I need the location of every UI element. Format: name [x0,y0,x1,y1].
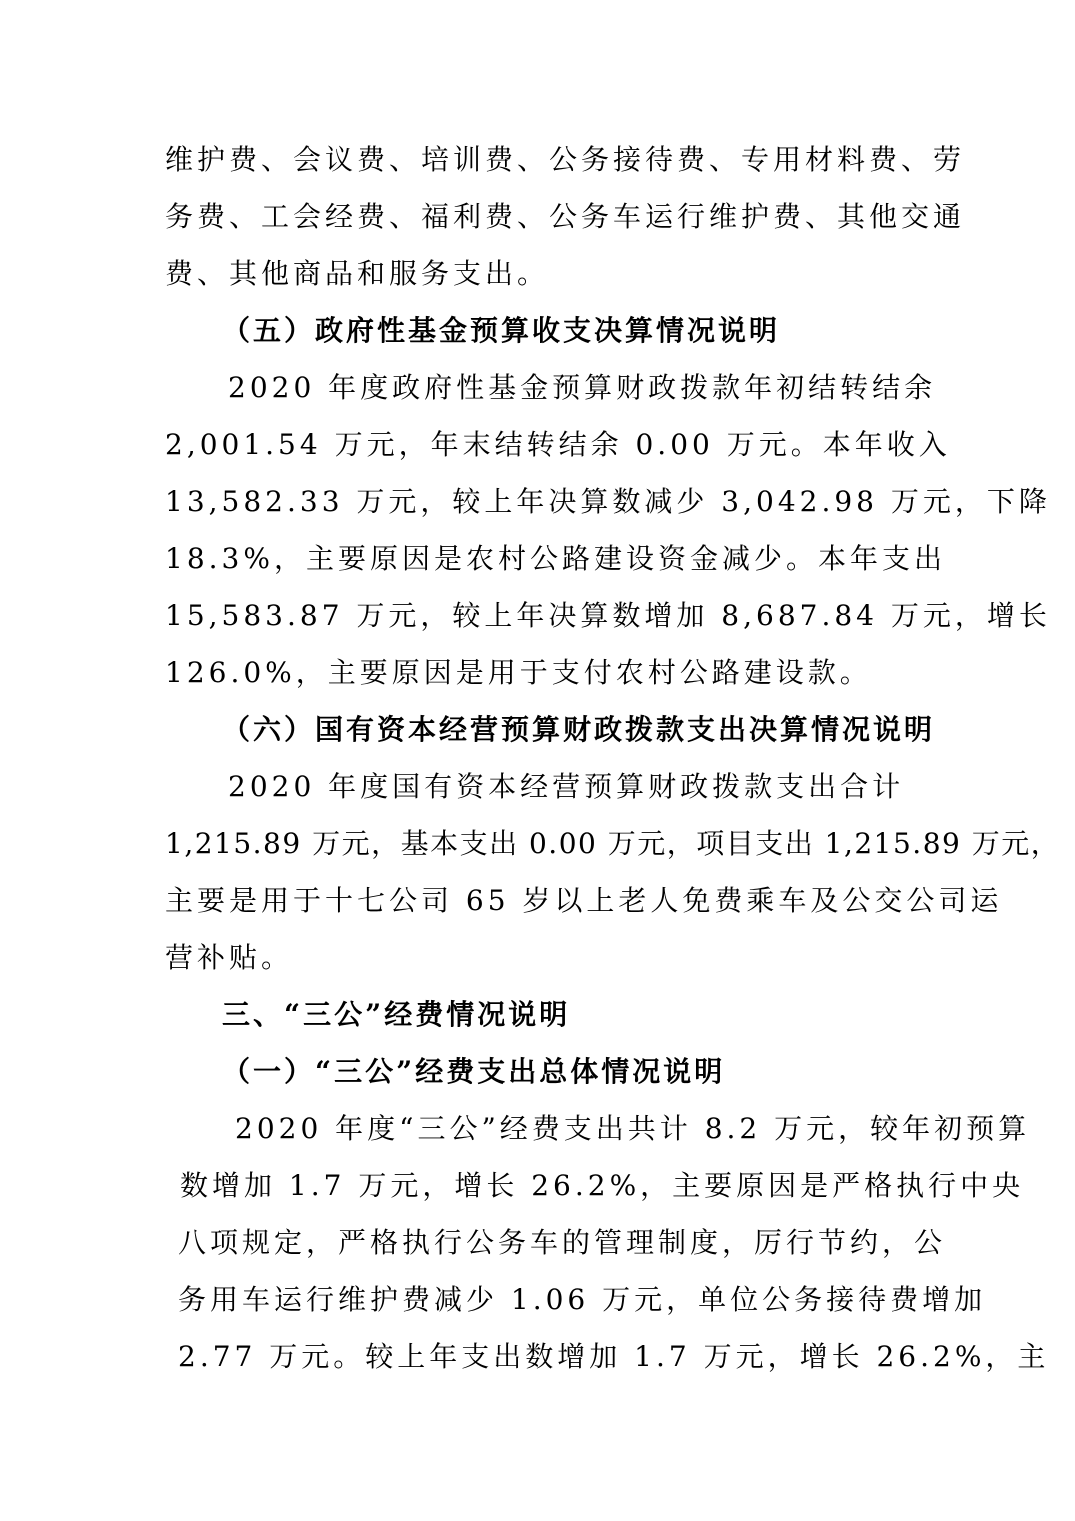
paragraph-line: 维护费、会议费、培训费、公务接待费、专用材料费、劳 [165,143,966,176]
section-heading: （六）国有资本经营预算财政拨款支出决算情况说明 [222,713,936,746]
paragraph-line: 2.77 万元。较上年支出数增加 1.7 万元，增长 26.2%，主 [178,1340,1050,1373]
paragraph-line: 八项规定，严格执行公务车的管理制度，厉行节约，公 [178,1226,947,1259]
part-heading: 三、“三公”经费情况说明 [222,998,571,1031]
paragraph-line: 务用车运行维护费减少 1.06 万元，单位公务接待费增加 [178,1283,987,1316]
paragraph-line: 2020 年度政府性基金预算财政拨款年初结转结余 [228,371,937,404]
paragraph-line: 18.3%，主要原因是农村公路建设资金减少。本年支出 [165,542,946,575]
section-heading: （五）政府性基金预算收支决算情况说明 [222,314,781,347]
paragraph-line: 15,583.87 万元，较上年决算数增加 8,687.84 万元，增长 [165,599,1051,632]
paragraph-line: 1,215.89 万元，基本支出 0.00 万元，项目支出 1,215.89 万元， [165,827,1061,860]
paragraph-line: 13,582.33 万元，较上年决算数减少 3,042.98 万元，下降 [165,485,1051,518]
paragraph-line: 务费、工会经费、福利费、公务车运行维护费、其他交通 [165,200,966,233]
section-heading: （一）“三公”经费支出总体情况说明 [222,1055,726,1088]
paragraph-line: 主要是用于十七公司 65 岁以上老人免费乘车及公交公司运 [165,884,1003,917]
paragraph-line: 费、其他商品和服务支出。 [165,257,550,290]
paragraph-line: 营补贴。 [165,941,294,974]
paragraph-line: 2,001.54 万元，年末结转结余 0.00 万元。本年收入 [165,428,951,461]
paragraph-line: 126.0%，主要原因是用于支付农村公路建设款。 [165,656,872,689]
paragraph-line: 2020 年度“三公”经费支出共计 8.2 万元，较年初预算 [235,1112,1031,1145]
paragraph-line: 数增加 1.7 万元，增长 26.2%，主要原因是严格执行中央 [180,1169,1025,1202]
paragraph-line: 2020 年度国有资本经营预算财政拨款支出合计 [228,770,905,803]
